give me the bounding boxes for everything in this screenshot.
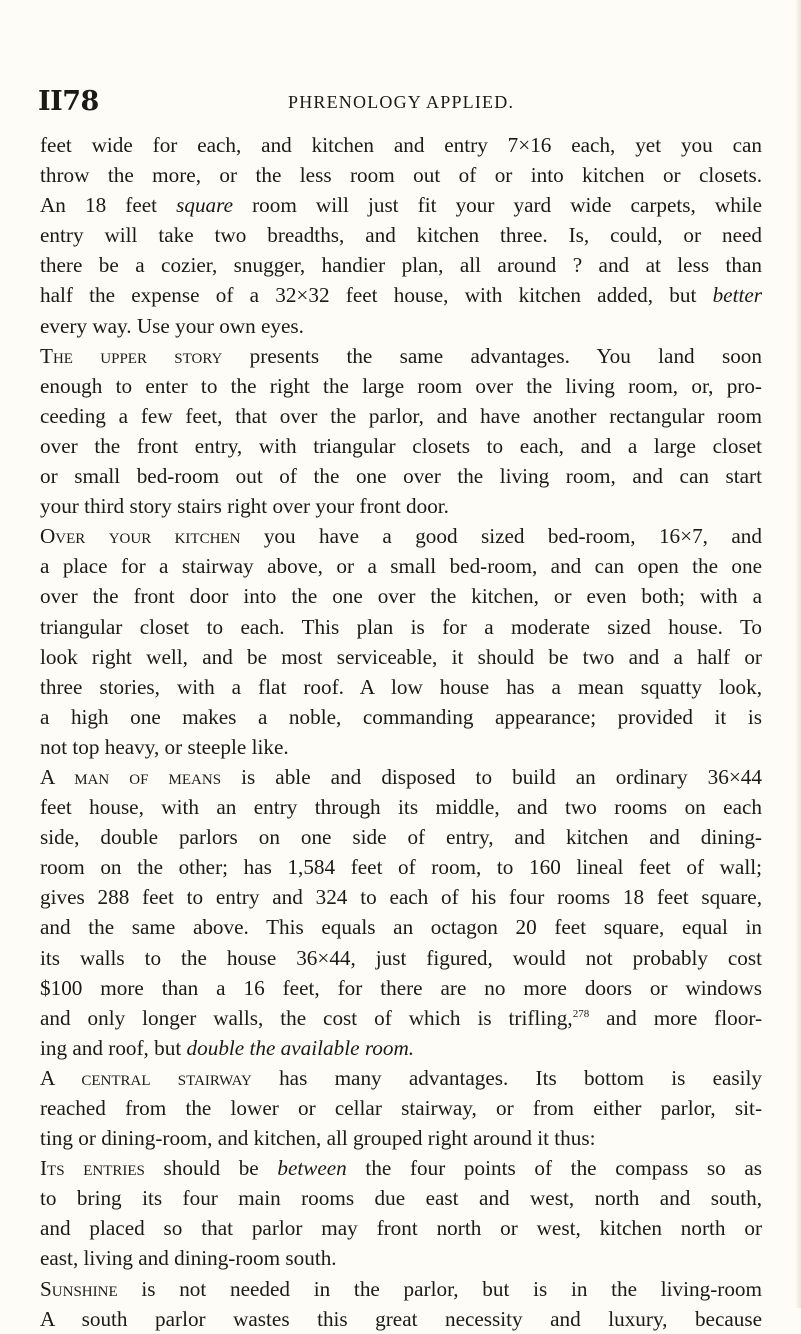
text-run: every way. Use your own eyes.: [40, 313, 304, 338]
lead-in-small-caps: A central stairway: [40, 1065, 252, 1090]
text-run: ting or dining-room, and kitchen, all grouped right around it thus:: [40, 1126, 596, 1151]
text-line: [40, 1123, 762, 1153]
text-line: [40, 1243, 762, 1273]
text-line: [40, 1213, 762, 1243]
running-head: PHRENOLOGY APPLIED.: [288, 92, 515, 112]
italic-text: between: [277, 1156, 347, 1181]
text-run: ceeding a few feet, that over the parlor, and have another rectangular room: [40, 403, 762, 428]
text-line: [40, 612, 762, 642]
text-line: [40, 852, 762, 882]
text-line: [40, 581, 762, 611]
text-run: to bring its four main rooms due east and west, north and south,: [40, 1186, 762, 1211]
italic-text: better: [712, 283, 762, 308]
text-line: [40, 250, 762, 280]
text-run: or small bed-room out of the one over the living room, and can start: [40, 464, 762, 489]
text-line: [40, 1153, 762, 1183]
text-run: gives 288 feet to entry and 324 to each of his four rooms 18 feet square,: [40, 885, 762, 910]
text-line: [40, 280, 762, 310]
text-run: there be a cozier, snugger, handier plan, all around ? and at less than: [40, 253, 762, 278]
text-run: its walls to the house 36×44, just figured, would not probably cost: [40, 945, 762, 970]
text-run: and only longer walls, the cost of which is trifling,: [40, 1005, 573, 1030]
text-line: [40, 762, 762, 792]
text-run: is not needed in the parlor, but is in the living-room: [117, 1276, 762, 1301]
text-line: [40, 1033, 762, 1063]
text-run: feet wide for each, and kitchen and entry 7×16 each, yet you can: [40, 133, 762, 157]
text-line: [40, 642, 762, 672]
footnote-ref: 278: [572, 1007, 590, 1020]
text-run: feet house, with an entry through its middle, and two rooms on each: [40, 795, 762, 820]
text-run: triangular closet to each. This plan is for a moderate sized house. To: [40, 614, 762, 639]
text-line: [40, 311, 762, 341]
text-run: a high one makes a noble, commanding appearance; provided it is: [40, 704, 762, 729]
text-line: [40, 1063, 762, 1093]
text-line: [40, 371, 762, 401]
text-line: [40, 732, 762, 762]
text-run: side, double parlors on one side of entry, and kitchen and dining-: [40, 825, 762, 850]
text-line: [40, 521, 762, 551]
text-line: [40, 672, 762, 702]
text-line: [40, 341, 762, 371]
text-line: [40, 1183, 762, 1213]
text-run: look right well, and be most serviceable, it should be two and a half or: [40, 644, 762, 669]
text-line: [40, 1003, 762, 1033]
text-line: [40, 461, 762, 491]
text-run: the four points of the compass so as: [346, 1156, 762, 1181]
lead-in-small-caps: A man of means: [40, 764, 222, 789]
text-run: and placed so that parlor may front north or west, kitchen north or: [40, 1216, 762, 1241]
lead-in-small-caps: Sunshine: [40, 1276, 118, 1301]
text-line: [40, 160, 762, 190]
text-run: you have a good sized bed-room, 16×7, and: [240, 524, 762, 549]
text-line: [40, 190, 762, 220]
text-line: [40, 973, 762, 1003]
text-run: presents the same advantages. You land soon: [222, 343, 762, 368]
text-run: and the same above. This equals an octagon 20 feet square, equal in: [40, 915, 762, 940]
text-line: [40, 431, 762, 461]
text-run: east, living and dining-room south.: [40, 1246, 337, 1271]
text-line: [40, 130, 762, 160]
text-run: throw the more, or the less room out of or into kitchen or closets.: [40, 163, 762, 188]
text-run: ing and roof, but: [40, 1035, 187, 1060]
text-run: room on the other; has 1,584 feet of room, to 160 lineal feet of wall;: [40, 855, 762, 880]
text-run: $100 more than a 16 feet, for there are no more doors or windows: [40, 975, 762, 1000]
text-line: [40, 1093, 762, 1123]
text-run: a place for a stairway above, or a small bed-room, and can open the one: [40, 554, 762, 579]
text-run: A south parlor wastes this great necessity and luxury, because: [40, 1306, 762, 1331]
lead-in-small-caps: The upper story: [40, 343, 223, 368]
italic-text: square: [176, 193, 233, 218]
text-run: room will just fit your yard wide carpets, while: [233, 193, 762, 218]
text-run: your third story stairs right over your front door.: [40, 494, 449, 519]
text-line: [40, 220, 762, 250]
text-line: [40, 792, 762, 822]
text-line: [40, 401, 762, 431]
italic-text: double the available room.: [186, 1035, 415, 1060]
text-line: [40, 491, 762, 521]
text-run: not top heavy, or steeple like.: [40, 734, 289, 759]
text-line: [40, 822, 762, 852]
text-run: over the front door into the one over the kitchen, or even both; with a: [40, 584, 762, 609]
text-run: half the expense of a 32×32 feet house, with kitchen added, but: [40, 283, 713, 308]
text-line: [40, 1304, 762, 1334]
text-line: [40, 551, 762, 581]
text-run: is able and disposed to build an ordinary 36×44: [221, 764, 762, 789]
text-run: should be: [144, 1156, 278, 1181]
text-line: [40, 943, 762, 973]
lead-in-small-caps: Over your kitchen: [40, 524, 241, 549]
text-run: An 18 feet: [40, 193, 177, 218]
page-number: II78: [38, 86, 99, 117]
text-run: reached from the lower or cellar stairway, or from either parlor, sit-: [40, 1096, 762, 1120]
text-run: and more floor-: [589, 1005, 762, 1030]
text-run: three stories, with a flat roof. A low house has a mean squatty look,: [40, 674, 762, 699]
text-run: entry will take two breadths, and kitchen three. Is, could, or need: [40, 223, 762, 248]
text-line: [40, 702, 762, 732]
text-line: [40, 1274, 762, 1304]
page-header: [38, 86, 741, 120]
text-run: over the front entry, with triangular closets to each, and a large closet: [40, 433, 762, 458]
body-text: [40, 130, 762, 1334]
text-line: [40, 912, 762, 942]
text-run: enough to enter to the right the large room over the living room, or, pro-: [40, 373, 762, 398]
page-edge-shadow: [795, 0, 801, 1308]
text-line: [40, 882, 762, 912]
lead-in-small-caps: Its entries: [40, 1156, 145, 1181]
text-run: has many advantages. Its bottom is easily: [251, 1065, 762, 1090]
